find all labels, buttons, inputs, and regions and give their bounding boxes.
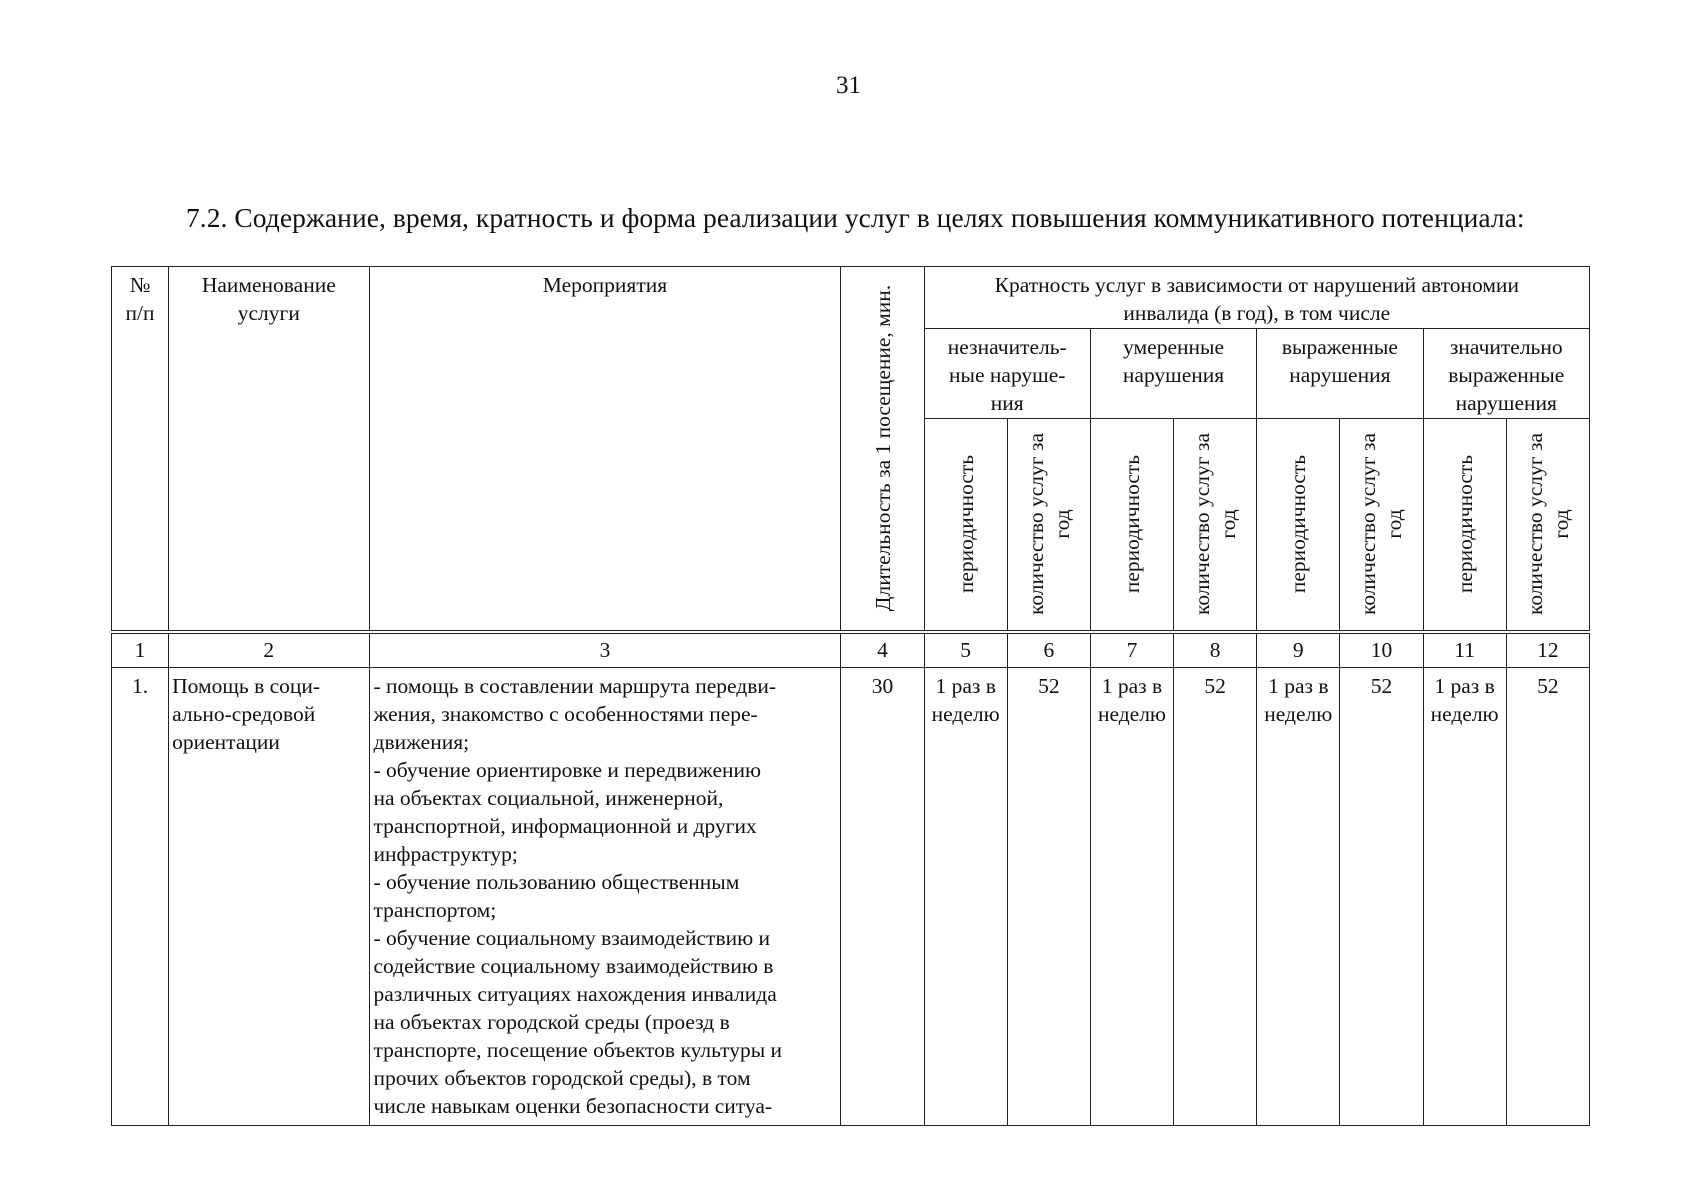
row-count: 52	[1007, 668, 1090, 1126]
header-count-moderate	[1174, 419, 1257, 632]
header-measures: Мероприятия	[369, 267, 841, 632]
header-level-expressed: выраженные нарушения	[1257, 329, 1423, 419]
row-count: 52	[1340, 668, 1423, 1126]
header-periodicity-minor	[924, 419, 1007, 632]
count-label: количество услуг за год	[1356, 433, 1407, 616]
column-number: 1	[112, 632, 169, 668]
header-periodicity-moderate	[1090, 419, 1173, 632]
column-number: 3	[369, 632, 841, 668]
services-table	[111, 266, 1590, 1126]
row-num: 1.	[112, 668, 169, 1126]
column-number: 8	[1174, 632, 1257, 668]
column-number: 4	[841, 632, 924, 668]
column-number: 10	[1340, 632, 1423, 668]
periodicity-label: периодичность	[1119, 455, 1144, 594]
periodicity-label: периодичность	[953, 455, 978, 594]
row-measures: - помощь в составлении маршрута передви- жения, знакомство с особенностями пере- движения; - обучение ориентировке и передвижению на объектах социальной, инженерной, транспортной, информационной и других инфраструктур; - обучение пользованию общественным транспортом; - обучение социальному взаимодействию и содействие социальному взаимодействию в различных ситуациях нахождения инвалида на объектах городской среды (проезд в транспорте, посещение объектов культуры и прочих объектов городской среды), в том числе навыкам оценки безопасности ситуа-	[369, 668, 841, 1126]
column-number: 9	[1257, 632, 1340, 668]
periodicity-label: периодичность	[1286, 455, 1311, 594]
column-number: 12	[1506, 632, 1589, 668]
header-level-moderate: умеренные нарушения	[1090, 329, 1256, 419]
header-periodicity-significant	[1423, 419, 1506, 632]
column-numbers-row	[112, 632, 1590, 668]
page-number: 31	[836, 72, 861, 99]
column-number: 11	[1423, 632, 1506, 668]
row-periodicity: 1 раз в неделю	[924, 668, 1007, 1126]
row-periodicity: 1 раз в неделю	[1090, 668, 1173, 1126]
header-count-expressed	[1340, 419, 1423, 632]
header-level-significant: значительно выраженные нарушения	[1423, 329, 1589, 419]
header-count-significant	[1506, 419, 1589, 632]
section-title: 7.2. Содержание, время, кратность и форма реализации услуг в целях повышения коммуникативного потенциала:	[186, 202, 1525, 233]
count-label: количество услуг за год	[1023, 433, 1074, 616]
row-count: 52	[1174, 668, 1257, 1126]
row-count: 52	[1506, 668, 1589, 1126]
header-row-1	[112, 267, 1590, 329]
row-service-name: Помощь в соци- ально-средовой ориентации	[169, 668, 369, 1126]
header-level-minor: незначитель- ные наруше- ния	[924, 329, 1090, 419]
row-duration: 30	[841, 668, 924, 1126]
column-number: 5	[924, 632, 1007, 668]
header-num: № п/п	[112, 267, 169, 632]
header-duration	[841, 267, 924, 632]
row-periodicity: 1 раз в неделю	[1257, 668, 1340, 1126]
row-periodicity: 1 раз в неделю	[1423, 668, 1506, 1126]
header-duration-label: Длительность за 1 посещение, мин.	[870, 285, 895, 612]
count-label: количество услуг за год	[1522, 433, 1573, 616]
table-row	[112, 668, 1590, 1126]
column-number: 2	[169, 632, 369, 668]
header-frequency-group: Кратность услуг в зависимости от нарушений автономии инвалида (в год), в том числе	[924, 267, 1589, 329]
count-label: количество услуг за год	[1190, 433, 1241, 616]
header-count-minor	[1007, 419, 1090, 632]
header-service-name: Наименование услуги	[169, 267, 369, 632]
header-periodicity-expressed	[1257, 419, 1340, 632]
column-number: 7	[1090, 632, 1173, 668]
column-number: 6	[1007, 632, 1090, 668]
periodicity-label: периодичность	[1452, 455, 1477, 594]
